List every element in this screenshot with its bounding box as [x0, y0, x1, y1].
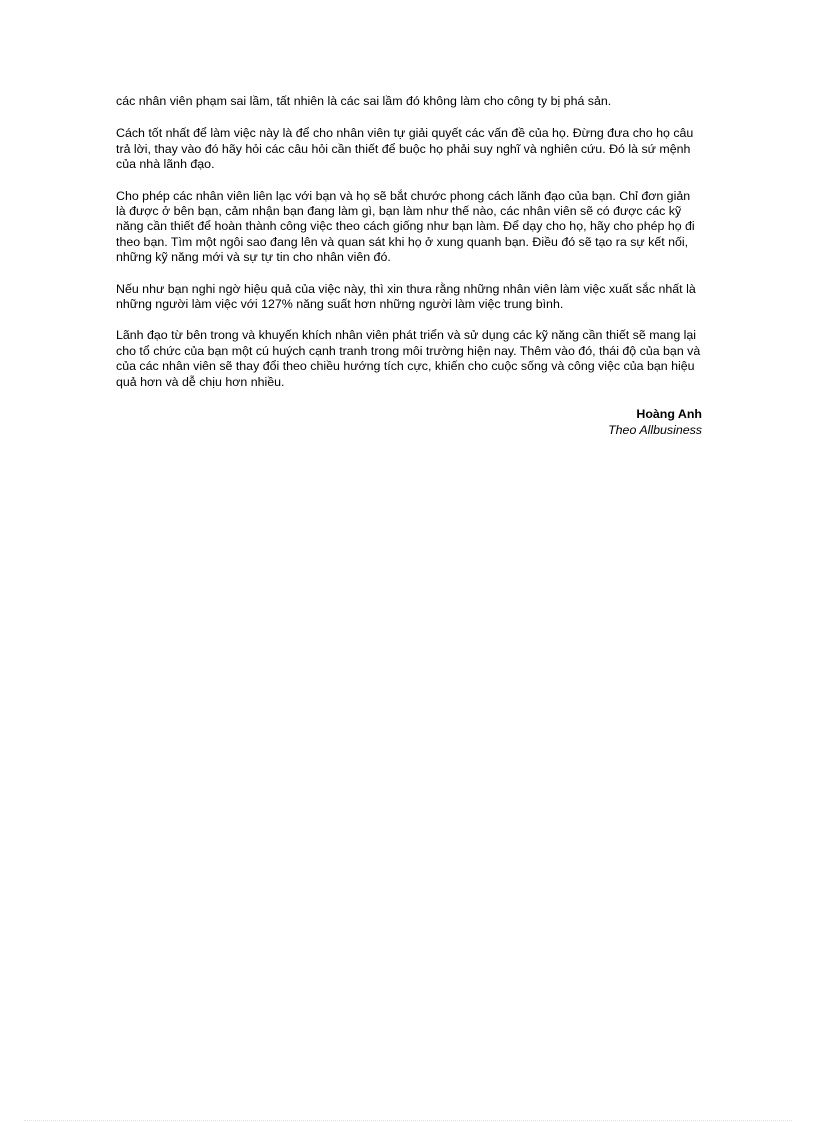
paragraph-1: các nhân viên phạm sai lầm, tất nhiên là các sai lầm đó không làm cho công ty bị phá sản.: [116, 94, 612, 108]
signature-block: [116, 406, 702, 438]
paragraph-5: Lãnh đạo từ bên trong và khuyến khích nhân viên phát triển và sử dụng các kỹ năng cần thiết sẽ mang lại cho tổ chức của bạn một cú huých cạnh tranh trong môi trường hiện nay. Thêm vào đó, thái độ của bạn và của các nhân viên sẽ thay đổi theo chiều hướng tích cực, khiến cho cuộc sống và công việc của bạn hiệu quả hơn và dễ chịu hơn nhiều.: [116, 328, 701, 389]
source-credit: Theo Allbusiness: [608, 423, 702, 438]
author-name: Hoàng Anh: [636, 407, 702, 422]
paragraph-2: Cách tốt nhất để làm việc này là để cho nhân viên tự giải quyết các vấn đề của họ. Đừng đưa cho họ câu trả lời, thay vào đó hãy hỏi các câu hỏi cần thiết để buộc họ phải suy nghĩ và nghiên cứu. Đó là sứ mệnh của nhà lãnh đạo.: [116, 126, 694, 172]
page-bottom-divider: [24, 1120, 792, 1121]
paragraph-3: Cho phép các nhân viên liên lạc với bạn và họ sẽ bắt chước phong cách lãnh đạo của bạn. Chỉ đơn giản là được ở bên bạn, cảm nhận bạn đang làm gì, bạn làm như thế nào, các nhân viên sẽ có được các kỹ năng cần thiết để hoàn thành công việc theo cách giống như bạn làm. Để dạy cho họ, hãy cho phép họ đi theo bạn. Tìm một ngôi sao đang lên và quan sát khi họ ở xung quanh bạn. Điều đó sẽ tạo ra sự kết nối, những kỹ năng mới và sự tự tin cho nhân viên đó.: [116, 188, 695, 265]
paragraph-4: Nếu như bạn nghi ngờ hiệu quả của việc này, thì xin thưa rằng những nhân viên làm việc xuất sắc nhất là những người làm việc với 127% năng suất hơn những người làm việc trung bình.: [116, 281, 696, 312]
document-page: [116, 94, 702, 438]
